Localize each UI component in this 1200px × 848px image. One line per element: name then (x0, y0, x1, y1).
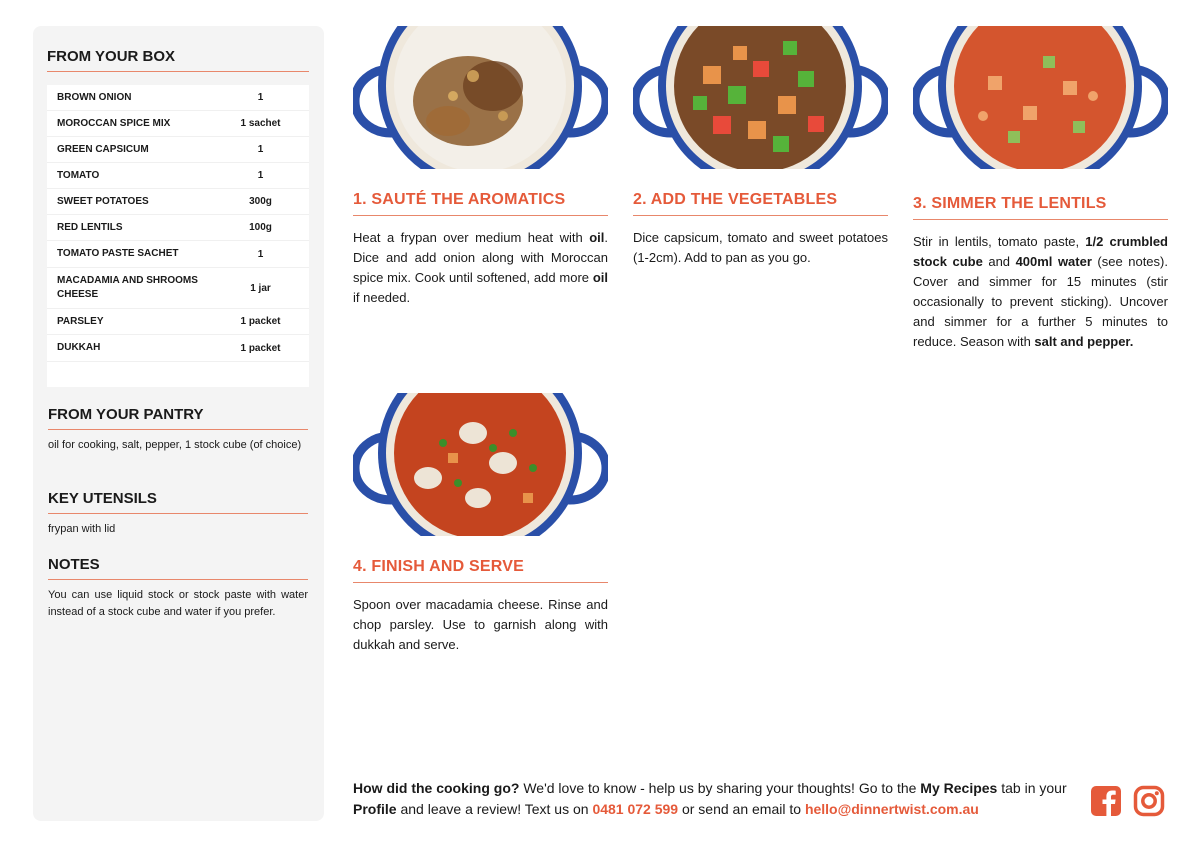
step-2 (633, 26, 888, 268)
table-row (47, 137, 309, 163)
divider (913, 219, 1168, 220)
ingredient-name: MOROCCAN SPICE MIX (57, 117, 171, 129)
table-row (47, 85, 309, 111)
table-row (47, 268, 309, 309)
ingredients-sidebar (33, 26, 324, 821)
divider (633, 215, 888, 216)
step-2-text: Dice capsicum, tomato and sweet potatoes (1-2cm). Add to pan as you go. (633, 230, 888, 265)
ingredient-qty: 1 sachet (240, 118, 281, 129)
step-3-title: 3. SIMMER THE LENTILS (913, 195, 1107, 212)
divider (353, 215, 608, 216)
ingredient-qty: 300g (249, 196, 272, 207)
ingredient-qty: 1 (257, 170, 264, 181)
table-row (47, 215, 309, 241)
from-your-pantry-title: FROM YOUR PANTRY (48, 406, 204, 423)
ingredient-name: TOMATO (57, 169, 100, 181)
profile-link[interactable]: Profile (353, 801, 397, 817)
key-utensils-title: KEY UTENSILS (48, 490, 157, 507)
step-1 (353, 26, 608, 308)
ingredient-name: SWEET POTATOES (57, 195, 149, 207)
from-your-box-title: FROM YOUR BOX (47, 48, 176, 65)
table-row (47, 241, 309, 268)
step-1-photo (353, 26, 608, 169)
divider (48, 579, 308, 580)
ingredient-qty: 1 jar (250, 282, 271, 294)
step-4-title: 4. FINISH AND SERVE (353, 558, 524, 575)
ingredient-qty: 1 (257, 144, 264, 155)
instagram-icon[interactable] (1133, 785, 1165, 817)
step-2-title: 2. ADD THE VEGETABLES (633, 191, 838, 208)
table-row (47, 189, 309, 215)
divider (353, 582, 608, 583)
step-3 (913, 26, 1168, 352)
feedback-footer: How did the cooking go? We'd love to know - help us by sharing your thoughts! Go to the My Recipes tab in your Profile and leave a review! Text us on 0481 072 599 or send an email to hello@dinnertwist.com.au (353, 780, 1067, 817)
ingredient-qty: 1 packet (240, 316, 281, 327)
ingredients-table (47, 85, 309, 387)
ingredient-qty: 100g (249, 222, 272, 233)
step-4-photo (353, 393, 608, 536)
ingredient-name: RED LENTILS (57, 221, 123, 233)
ingredient-qty: 1 packet (240, 342, 281, 354)
ingredient-name: MACADAMIA AND SHROOMS CHEESE (57, 275, 198, 300)
step-2-photo (633, 26, 888, 169)
divider (47, 71, 309, 72)
utensils-text: frypan with lid (48, 523, 116, 535)
step-1-text: Heat a frypan over medium heat with oil. Dice and add onion along with Moroccan spice mix. Cook until softened, add more oil if needed. (353, 230, 608, 305)
utensils-section (48, 490, 308, 538)
step-1-title: 1. SAUTÉ THE AROMATICS (353, 191, 566, 208)
step-4 (353, 393, 608, 655)
ingredient-name: TOMATO PASTE SACHET (57, 248, 179, 259)
step-4-text: Spoon over macadamia cheese. Rinse and chop parsley. Use to garnish along with dukkah and serve. (353, 597, 608, 652)
facebook-icon[interactable] (1090, 785, 1122, 817)
divider (48, 429, 308, 430)
pantry-text: oil for cooking, salt, pepper, 1 stock cube (of choice) (48, 439, 302, 451)
my-recipes-link[interactable]: My Recipes (920, 780, 998, 796)
table-row (47, 335, 309, 362)
ingredient-qty: 1 (257, 248, 264, 260)
pantry-section (48, 406, 308, 454)
email-link[interactable]: hello@dinnertwist.com.au (804, 801, 979, 817)
ingredient-name: PARSLEY (57, 315, 104, 327)
ingredient-name: GREEN CAPSICUM (57, 143, 149, 155)
step-3-photo (913, 26, 1168, 169)
step-3-text: Stir in lentils, tomato paste, 1/2 crumbled stock cube and 400ml water (see notes). Cover and simmer for 15 minutes (stir occasionally to prevent sticking). Uncover and simmer for a further 5 minutes to reduce. Season with salt and pepper. (913, 234, 1168, 349)
ingredient-name: DUKKAH (57, 342, 101, 353)
table-row (47, 111, 309, 137)
notes-section (48, 556, 308, 621)
divider (48, 513, 308, 514)
notes-title: NOTES (48, 556, 100, 573)
phone-link[interactable]: 0481 072 599 (592, 801, 679, 817)
ingredient-qty: 1 (257, 92, 264, 103)
table-row (47, 163, 309, 189)
notes-text: You can use liquid stock or stock paste with water instead of a stock cube and water if you prefer. (48, 589, 308, 618)
ingredient-name: BROWN ONION (57, 91, 132, 103)
table-row (47, 309, 309, 335)
